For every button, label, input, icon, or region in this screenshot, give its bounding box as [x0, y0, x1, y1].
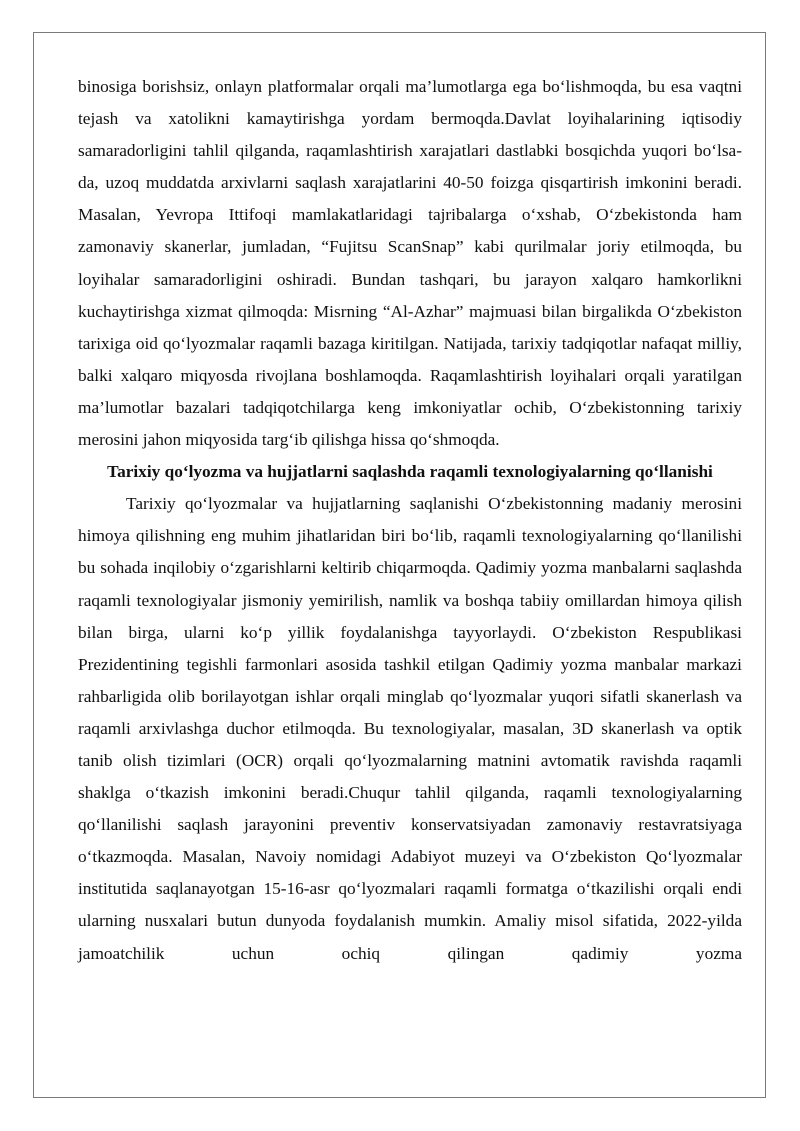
- document-body: [78, 71, 742, 970]
- body-paragraph-2: Tarixiy qo‘lyozmalar va hujjatlarning saqlanishi O‘zbekistonning madaniy merosini himoya qilishning eng muhim jihatlaridan biri bo‘lib, raqamli texnologiyalarning qo‘llanilishi bu sohada inqilobiy o‘zgarishlarni keltirib chiqarmoqda. Qadimiy yozma manbalarni saqlashda raqamli texnologiyalar jismoniy yemirilish, namlik va boshqa tabiiy omillardan himoya qilish bilan birga, ularni ko‘p yillik foydalanishga tayyorlaydi. O‘zbekiston Respublikasi Prezidentining tegishli farmonlari asosida tashkil etilgan Qadimiy yozma manbalar markazi rahbarligida olib borilayotgan ishlar orqali minglab qo‘lyozmalar yuqori sifatli skanerlash va raqamli arxivlashga duchor etilmoqda. Bu texnologiyalar, masalan, 3D skanerlash va optik tanib olish tizimlari (OCR) orqali qo‘lyozmalarning matnini avtomatik ravishda raqamli shaklga o‘tkazish imkonini beradi.Chuqur tahlil qilganda, raqamli texnologiyalarning qo‘llanilishi saqlash jarayonini preventiv konservatsiyadan zamonaviy restavratsiyaga o‘tkazmoqda. Masalan, Navoiy nomidagi Adabiyot muzeyi va O‘zbekiston Qo‘lyozmalar institutida saqlanayotgan 15-16-asr qo‘lyozmalari raqamli formatga o‘tkazilishi orqali endi ularning nusxalari butun dunyoda foydalanish mumkin. Amaliy misol sifatida, 2022-yilda jamoatchilik uchun ochiq qilingan qadimiy yozma: [78, 494, 742, 963]
- section-heading: Tarixiy qo‘lyozma va hujjatlarni saqlashda raqamli texnologiyalarning qo‘llanishi: [107, 462, 713, 482]
- body-paragraph-1: binosiga borishsiz, onlayn platformalar orqali ma’lumotlarga ega bo‘lishmoqda, bu esa vaqtni tejash va xatolikni kamaytirishga yordam bermoqda.Davlat loyihalarining iqtisodiy samaradorligini tahlil qilganda, raqamlashtirish xarajatlari dastlabki bosqichda yuqori bo‘lsa-da, uzoq muddatda arxivlarni saqlash xarajatlarini 40-50 foizga qisqartirish imkonini beradi. Masalan, Yevropa Ittifoqi mamlakatlaridagi tajribalarga o‘xshab, O‘zbekistonda ham zamonaviy skanerlar, jumladan, “Fujitsu ScanSnap” kabi qurilmalar joriy etilmoqda, bu loyihalar samaradorligini oshiradi. Bundan tashqari, bu jarayon xalqaro hamkorlikni kuchaytirishga xizmat qilmoqda: Misrning “Al-Azhar” majmuasi bilan birgalikda O‘zbekiston tarixiga oid qo‘lyozmalar raqamli bazaga kiritilgan. Natijada, tarixiy tadqiqotlar nafaqat milliy, balki xalqaro miqyosda rivojlana boshlamoqda. Raqamlashtirish loyihalari orqali yaratilgan ma’lumotlar bazalari tadqiqotchilarga keng imkoniyatlar ochib, O‘zbekistonning tarixiy merosini jahon miqyosida targ‘ib qilishga hissa qo‘shmoqda.: [78, 77, 742, 450]
